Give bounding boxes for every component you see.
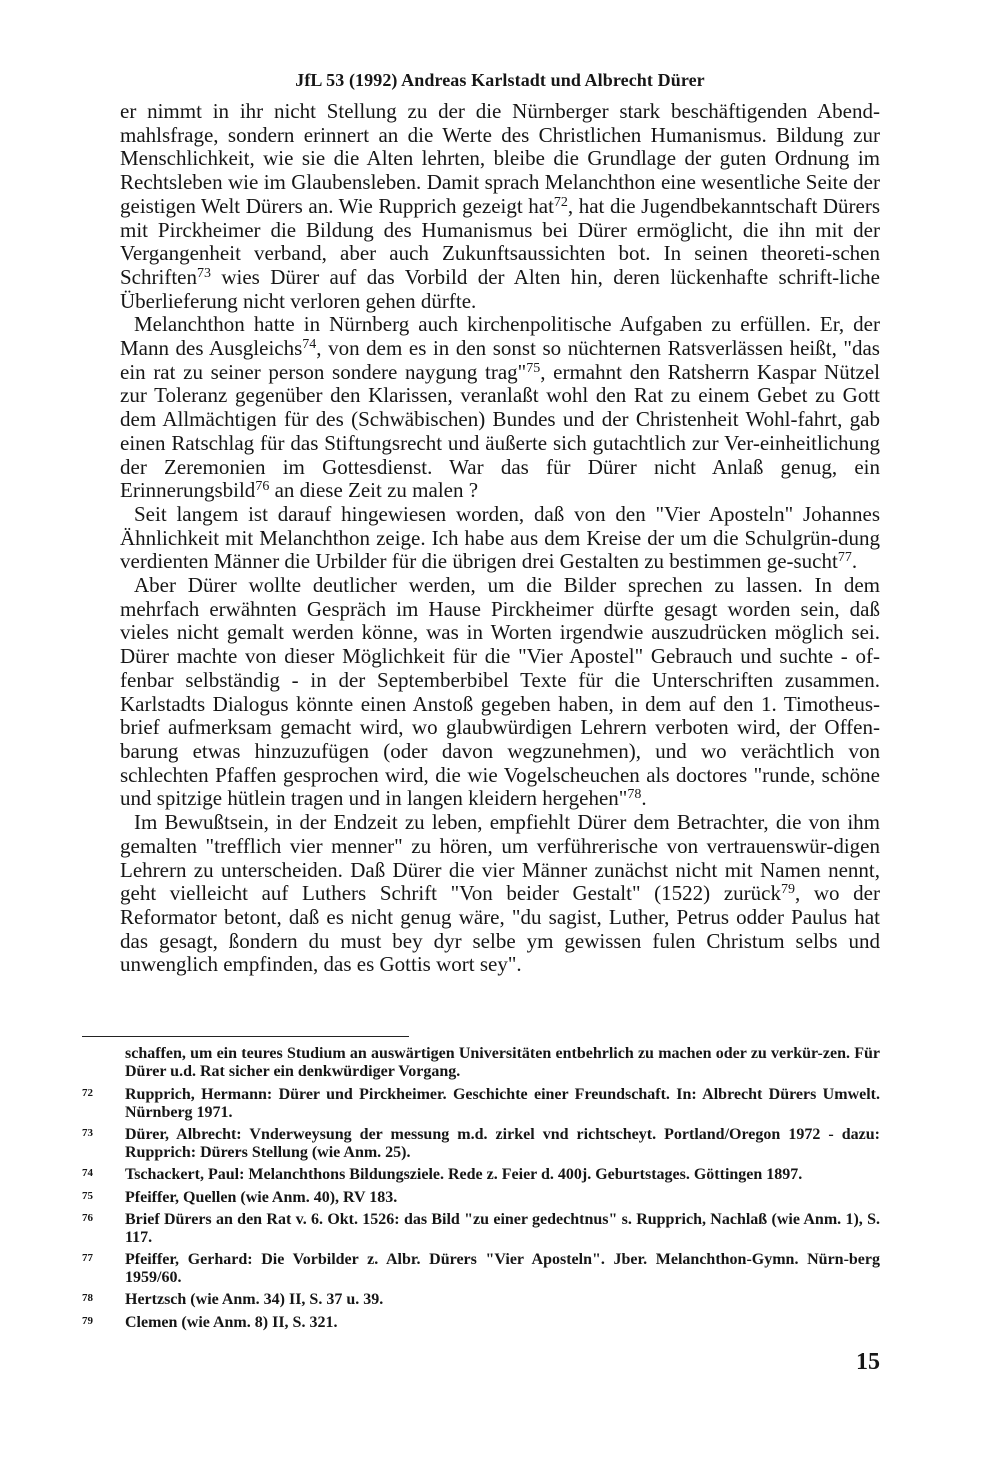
footnote-text: Dürer, Albrecht: Vnderweysung der messung m.d. zirkel vnd richtscheyt. Portland/Oregon 1972 - dazu: Rupprich: Dürers Stellung (wie Anm. 25). [125, 1126, 880, 1161]
main-text [120, 100, 880, 977]
text-run: Aber Dürer wollte deutlicher werden, um die Bilder sprechen zu lassen. In dem mehrfach erwähnten Gespräch im Hause Pirckheimer dürfte gesagt worden sein, daß vieles nicht gemalt werden könne, was in Worten irgendwie auszudrücken möglich sei. Dürer machte von dieser Möglichkeit für die "Vier Apostel" Gebrauch und suchte - of-fenbar selbständig - in der Septemberbibel Texte für die Unterschriften zusammen. Karlstadts Dialogus könnte einen Anstoß gegeben haben, in dem auf den 1. Timotheus-brief aufmerksam gemacht wird, wo glaubwürdigen Lehrern verboten wird, der Offen-barung etwas hinzuzufügen (oder davon wegzunehmen), und wo verächtlich von schlechten Pfaffen gesprochen wird, die wie Vogelscheuchen als doctores "runde, schöne und spitzige hütlein tragen und in langen kleidern hergehen" [120, 573, 880, 811]
footnote-item [82, 1251, 880, 1286]
footnote-item [82, 1291, 880, 1309]
footnote-ref-76: 76 [255, 479, 270, 495]
text-run: , wo der Reformator betont, daß es nicht genug wäre, "du sagist, Luther, Petrus odder Paulus hat das gesagt, ßondern du must bey dyr selbe ym gewissen fulen Christum selbs und unwenglich empfinden, das es Gottis wort sey". [120, 881, 880, 977]
footnote-number: 77 [82, 1252, 93, 1264]
footnote-number: 73 [82, 1127, 93, 1139]
footnote-number: 78 [82, 1292, 93, 1304]
page-number: 15 [856, 1349, 880, 1375]
footnote-ref-73: 73 [196, 265, 211, 281]
footnote-item [82, 1126, 880, 1161]
paragraph-3 [120, 503, 880, 574]
footnote-item [82, 1189, 880, 1207]
text-run: er nimmt in ihr nicht Stellung zu der die Nürnberger stark beschäftigenden Abend-mahlsfrage, sondern erinnert an die Werte des Christlichen Humanismus. Bildung zur Menschlichkeit, wie sie die Alten lehrten, bleibe die Grundlage der guten Ordnung im Rechtsleben wie im Glaubensleben. Damit sprach Melanchthon eine wesentliche Seite der geistigen Welt Dürers an. Wie Rupprich gezeigt hat [120, 99, 880, 218]
footnote-text: Clemen (wie Anm. 8) II, S. 321. [125, 1313, 338, 1331]
footnote-text: Pfeiffer, Quellen (wie Anm. 40), RV 183. [125, 1188, 398, 1206]
text-run: , hat die Jugendbekanntschaft Dürers mit Pirckheimer die Bildung des Humanismus bei Dürer ermöglicht, die ihn mit der Vergangenheit verband, aber auch Zukunftsaussichten bot. In seinen theoreti-schen Schriften [120, 193, 880, 289]
paragraph-1 [120, 100, 880, 313]
footnote-text: Rupprich, Hermann: Dürer und Pirckheimer. Geschichte einer Freundschaft. In: Albrecht Dürers Umwelt. Nürnberg 1971. [125, 1086, 880, 1121]
footnote-number: 75 [82, 1189, 93, 1202]
footnote-number: 72 [82, 1087, 93, 1099]
footnotes [82, 1045, 880, 1336]
footnote-item [82, 1166, 880, 1184]
running-header: JfL 53 (1992) Andreas Karlstadt und Albrecht Dürer [295, 70, 705, 90]
footnote-item [82, 1086, 880, 1121]
footnote-item [82, 1211, 880, 1246]
footnote-ref-74: 74 [302, 337, 317, 353]
footnote-continuation: schaffen, um ein teures Studium an auswärtigen Universitäten entbehrlich zu machen oder zu verkür-zen. Für Dürer u.d. Rat sicher ein denkwürdiger Vorgang. [125, 1045, 880, 1080]
footnote-text: Brief Dürers an den Rat v. 6. Okt. 1526: das Bild "zu einer gedechtnus" s. Rupprich, Nachlaß (wie Anm. 1), S. 117. [125, 1211, 880, 1246]
footnote-ref-75: 75 [526, 360, 541, 376]
text-run: Seit langem ist darauf hingewiesen worden, daß von den "Vier Aposteln" Johannes Ähnlichkeit mit Melanchthon zeige. Ich habe aus dem Kreise der um die Schulgrün-dung verdienten Männer die Urbilder für die übrigen drei Gestalten zu bestimmen ge-sucht [120, 501, 880, 574]
footnote-ref-72: 72 [553, 194, 568, 210]
text-run: wies Dürer auf das Vorbild der Alten hin, deren lückenhafte schrift-liche Überlieferung nicht verloren gehen dürfte. [120, 264, 880, 313]
footnote-number: 79 [82, 1314, 93, 1327]
footnote-text: Pfeiffer, Gerhard: Die Vorbilder z. Albr. Dürers "Vier Aposteln". Jber. Melanchthon-Gymn. Nürn-berg 1959/60. [125, 1251, 880, 1286]
text-run: . [851, 549, 858, 574]
text-run: , ermahnt den Ratsherrn Kaspar Nützel zur Toleranz gegenüber den Klarissen, veranlaßt wohl den Rat zu einem Gebet zu Gott dem Allmächtigen für des (Schwäbischen) Bundes und der Christenheit Wohl-fahrt, gab einen Ratschlag für das Stiftungsrecht und äußerte sich gutachtlich zur Ver-einheitlichung der Zeremonien im Gottesdienst. War das für Dürer nicht Anlaß genug, ein Erinnerungsbild [120, 359, 880, 503]
footnote-number: 76 [82, 1212, 93, 1224]
footnote-text: Hertzsch (wie Anm. 34) II, S. 37 u. 39. [125, 1291, 384, 1308]
paragraph-4 [120, 574, 880, 811]
paragraph-5 [120, 811, 880, 977]
footnote-separator [82, 1036, 409, 1037]
text-run: , von dem es in den sonst so nüchternen Ratsverlässen heißt, "das ein rat zu seiner person sondere naygung trag" [120, 336, 880, 384]
paragraph-2 [120, 313, 880, 503]
footnote-item [82, 1314, 880, 1332]
footnote-ref-78: 78 [627, 787, 642, 803]
text-run: Melanchthon hatte in Nürnberg auch kirchenpolitische Aufgaben zu erfüllen. Er, der Mann des Ausgleichs [120, 312, 880, 361]
footnote-ref-77: 77 [837, 550, 852, 566]
footnote-ref-79: 79 [780, 882, 795, 898]
text-run: Im Bewußtsein, in der Endzeit zu leben, empfiehlt Dürer dem Betrachter, die von ihm gemalten "trefflich vier menner" zu hören, um verführerische von vertrauenswür-digen Lehrern zu unterscheiden. Daß Dürer die vier Männer zunächst nicht mit Namen nennt, geht vielleicht auf Luthers Schrift "Von beider Gestalt" (1522) zurück [120, 810, 880, 906]
text-run: an diese Zeit zu malen ? [269, 478, 479, 503]
footnote-number: 74 [82, 1167, 93, 1179]
footnote-text: Tschackert, Paul: Melanchthons Bildungsziele. Rede z. Feier d. 400j. Geburtstages. Göttingen 1897. [125, 1166, 803, 1183]
text-run: . [641, 786, 647, 811]
